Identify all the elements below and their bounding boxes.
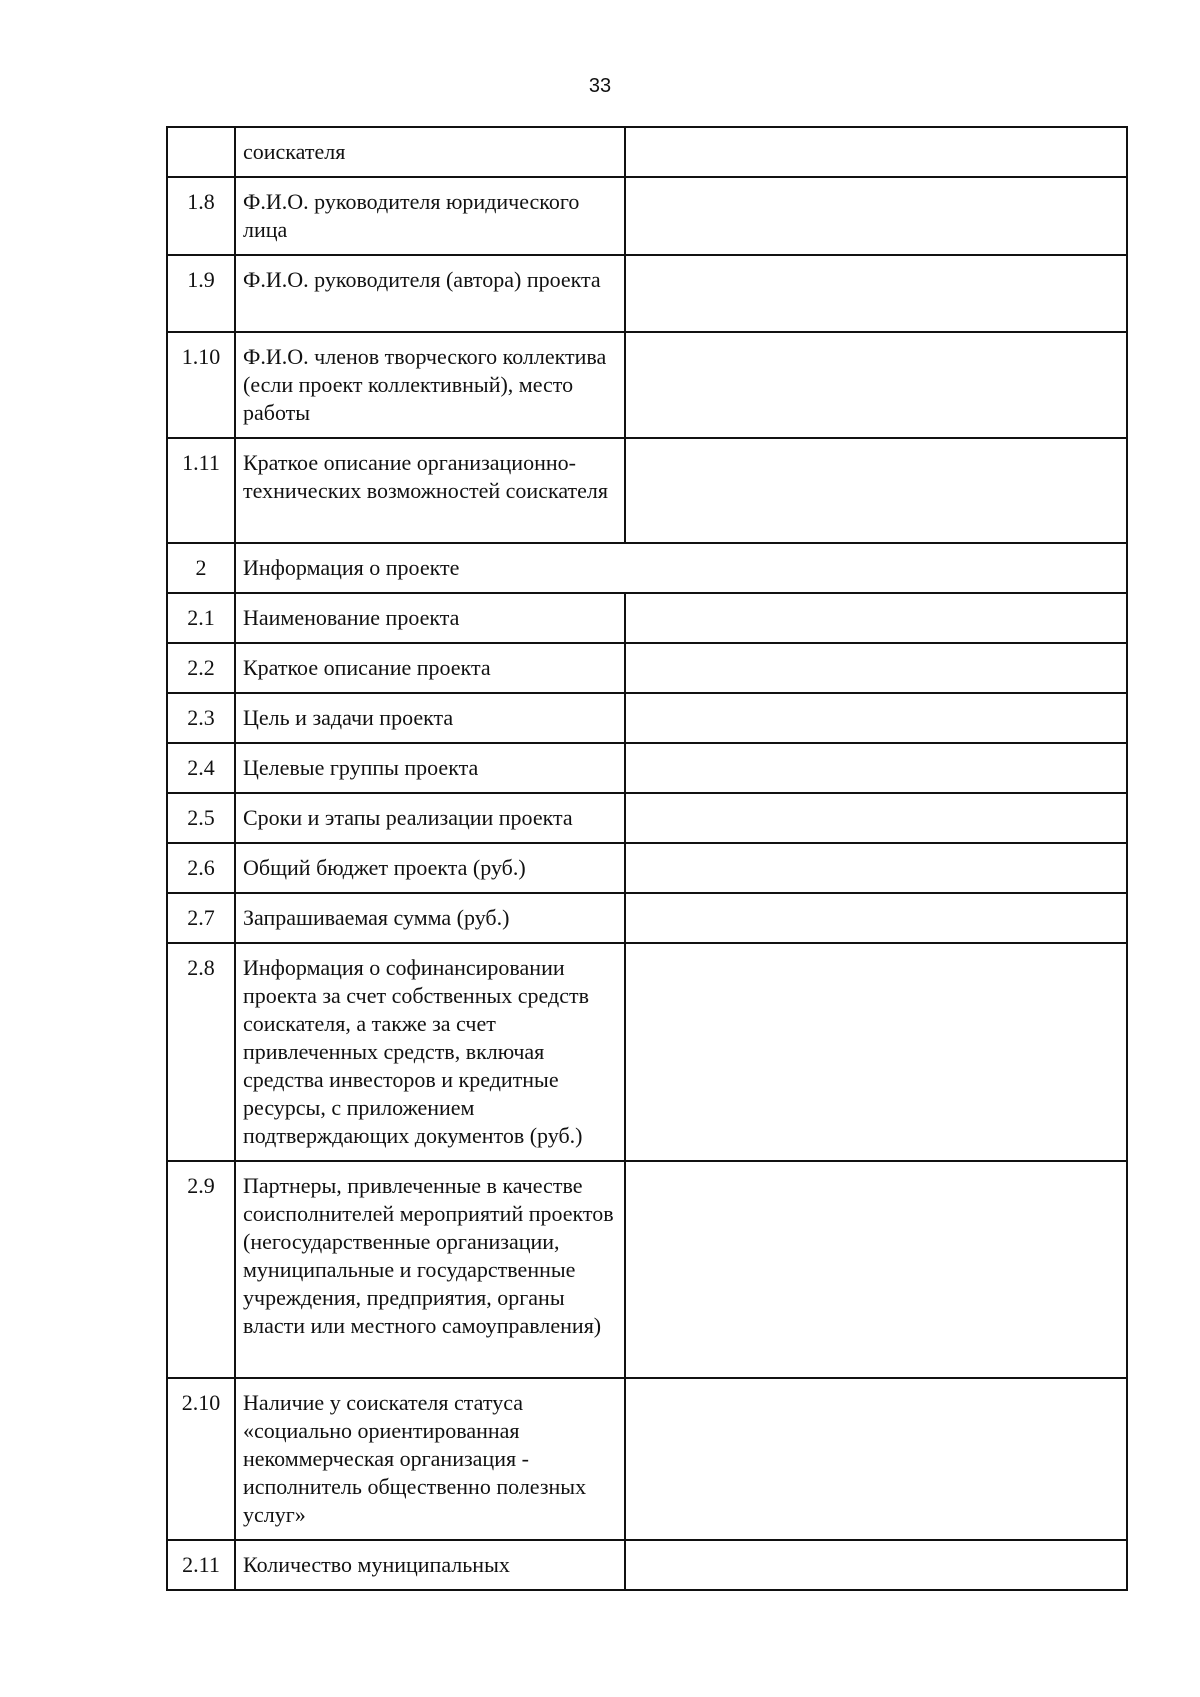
- table-row: [167, 127, 1127, 177]
- row-number: 2.10: [167, 1378, 235, 1540]
- row-value-cell[interactable]: [625, 893, 1127, 943]
- row-number: 2.11: [167, 1540, 235, 1590]
- table-row: [167, 643, 1127, 693]
- row-number: 2.6: [167, 843, 235, 893]
- section-number: 2: [167, 543, 235, 593]
- row-value-cell[interactable]: [625, 255, 1127, 332]
- row-label: Ф.И.О. руководителя (автора) проекта: [235, 255, 625, 332]
- table-row: [167, 943, 1127, 1161]
- table-row: [167, 1161, 1127, 1378]
- row-label: Ф.И.О. членов творческого коллектива (если проект коллективный), место работы: [235, 332, 625, 438]
- row-number: 2.9: [167, 1161, 235, 1378]
- row-value-cell[interactable]: [625, 793, 1127, 843]
- row-number: 2.4: [167, 743, 235, 793]
- row-number: 1.9: [167, 255, 235, 332]
- table-row: [167, 843, 1127, 893]
- row-label: Сроки и этапы реализации проекта: [235, 793, 625, 843]
- row-label: соискателя: [235, 127, 625, 177]
- row-value-cell[interactable]: [625, 1540, 1127, 1590]
- row-value-cell[interactable]: [625, 643, 1127, 693]
- row-number: [167, 127, 235, 177]
- table-row: [167, 793, 1127, 843]
- row-value-cell[interactable]: [625, 177, 1127, 255]
- table-row: [167, 593, 1127, 643]
- row-number: 2.7: [167, 893, 235, 943]
- row-value-cell[interactable]: [625, 1161, 1127, 1378]
- row-label: Краткое описание проекта: [235, 643, 625, 693]
- table-row: [167, 693, 1127, 743]
- table-row: [167, 1540, 1127, 1590]
- row-value-cell[interactable]: [625, 943, 1127, 1161]
- row-number: 2.2: [167, 643, 235, 693]
- row-label: Целевые группы проекта: [235, 743, 625, 793]
- row-number: 1.10: [167, 332, 235, 438]
- row-value-cell[interactable]: [625, 593, 1127, 643]
- row-label: Партнеры, привлеченные в качестве соисполнителей мероприятий проектов (негосударственные организации, муниципальные и государственные учреждения, предприятия, органы власти или местного самоуправления): [235, 1161, 625, 1378]
- table-row: [167, 255, 1127, 332]
- page-number: 33: [588, 75, 612, 97]
- row-value-cell[interactable]: [625, 127, 1127, 177]
- table-row: [167, 1378, 1127, 1540]
- table-row: [167, 332, 1127, 438]
- row-value-cell[interactable]: [625, 1378, 1127, 1540]
- row-number: 2.1: [167, 593, 235, 643]
- table-row: [167, 743, 1127, 793]
- row-label: Наличие у соискателя статуса «социально ориентированная некоммерческая организация - исполнитель общественно полезных услуг»: [235, 1378, 625, 1540]
- row-value-cell[interactable]: [625, 693, 1127, 743]
- row-label: Цель и задачи проекта: [235, 693, 625, 743]
- row-label: Краткое описание организационно-технических возможностей соискателя: [235, 438, 625, 543]
- row-value-cell[interactable]: [625, 438, 1127, 543]
- row-label: Информация о софинансировании проекта за счет собственных средств соискателя, а также за счет привлеченных средств, включая средства инвесторов и кредитные ресурсы, с приложением подтверждающих документов (руб.): [235, 943, 625, 1161]
- table-row: [167, 438, 1127, 543]
- row-number: 2.3: [167, 693, 235, 743]
- row-value-cell[interactable]: [625, 843, 1127, 893]
- table-row: [167, 177, 1127, 255]
- row-number: 1.11: [167, 438, 235, 543]
- row-value-cell[interactable]: [625, 332, 1127, 438]
- table-row: [167, 893, 1127, 943]
- row-label: Количество муниципальных: [235, 1540, 625, 1590]
- row-label: Общий бюджет проекта (руб.): [235, 843, 625, 893]
- section-header-row: [167, 543, 1127, 593]
- application-form-table: [166, 126, 1128, 1591]
- row-label: Запрашиваемая сумма (руб.): [235, 893, 625, 943]
- section-title: Информация о проекте: [235, 543, 1127, 593]
- row-value-cell[interactable]: [625, 743, 1127, 793]
- row-number: 2.8: [167, 943, 235, 1161]
- row-number: 1.8: [167, 177, 235, 255]
- row-label: Наименование проекта: [235, 593, 625, 643]
- row-number: 2.5: [167, 793, 235, 843]
- row-label: Ф.И.О. руководителя юридического лица: [235, 177, 625, 255]
